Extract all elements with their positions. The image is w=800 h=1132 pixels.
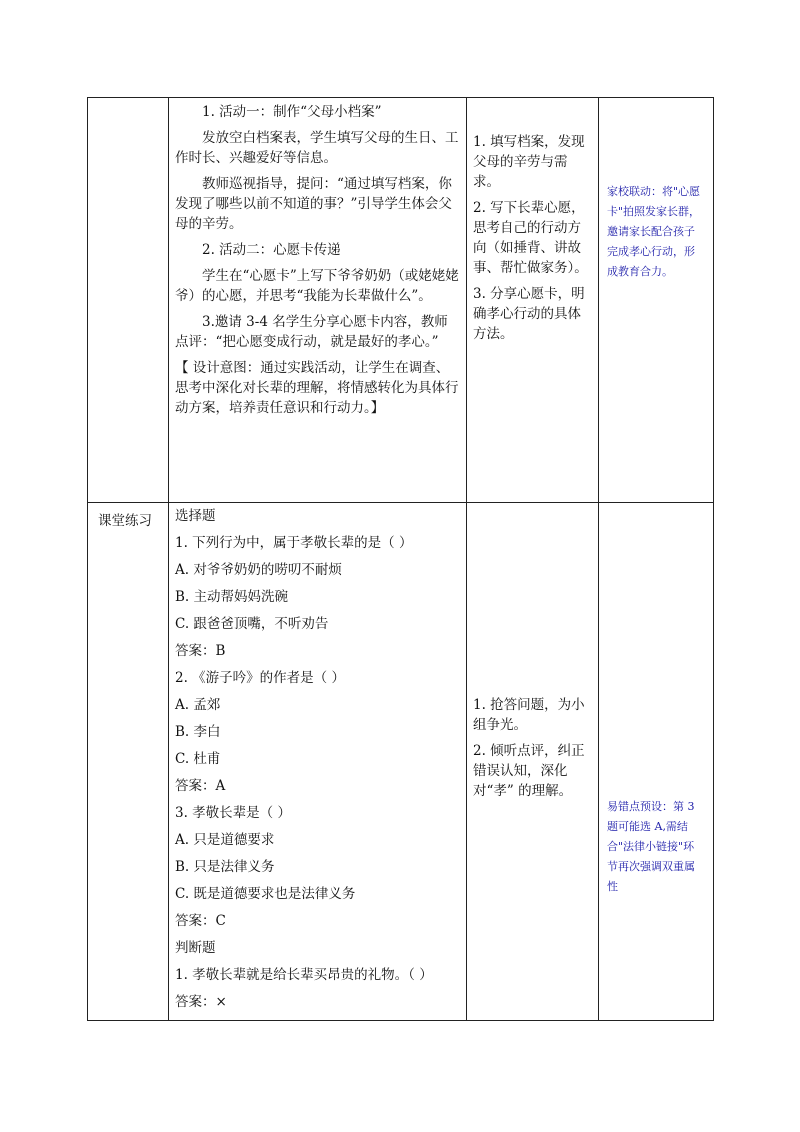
activity-text: 学生在“心愿卡”上写下爷爷奶奶（或姥姥姥爷）的心愿，并思考“我能为长辈做什么”。 — [175, 268, 459, 304]
exercise-option: C. 跟爸爸顶嘴，不听劝告 — [175, 616, 329, 632]
lesson-plan-table — [87, 97, 714, 1021]
exercise-option: A. 只是道德要求 — [175, 832, 275, 848]
activity-heading: 2. 活动二：心愿卡传递 — [202, 242, 341, 258]
exercise-answer: 答案：C — [175, 913, 226, 929]
common-error-note: 易错点预设：第 3 题可能选 A,需结合"法律小链接"环节再次强调双重属性 — [607, 800, 695, 893]
note-cell — [599, 98, 714, 503]
section-label-cell — [88, 503, 169, 1021]
activity-text: 教师巡视指导，提问：“通过填写档案，你发现了哪些以前不知道的事？”引导学生体会父母的辛劳。 — [175, 176, 452, 232]
activity-text: 3.邀请 3-4 名学生分享心愿卡内容，教师点评：“把心愿变成行动，就是最好的孝心。” — [175, 314, 448, 350]
note-cell — [599, 503, 714, 1021]
student-activity-item: 2. 倾听点评，纠正错误认知，深化对“孝” 的理解。 — [473, 743, 585, 799]
exercise-option: B. 只是法律义务 — [175, 859, 275, 875]
section-label-cell — [88, 98, 169, 503]
exercise-option: C. 既是道德要求也是法律义务 — [175, 886, 356, 902]
section-label: 课堂练习 — [98, 513, 152, 529]
exercise-option: B. 主动帮妈妈洗碗 — [175, 589, 289, 605]
table-row — [88, 503, 714, 1021]
teacher-activity-cell — [169, 98, 467, 503]
activity-text: 发放空白档案表，学生填写父母的生日、工作时长、兴趣爱好等信息。 — [175, 130, 459, 166]
exercise-option: C. 杜甫 — [175, 751, 221, 767]
student-activity-cell — [467, 503, 599, 1021]
design-intent: 【 设计意图：通过实践活动，让学生在调查、思考中深化对长辈的理解，将情感转化为具体行动方案，培养责任意识和行动力。】 — [175, 360, 459, 416]
exercise-question: 1. 孝敬长辈就是给长辈买昂贵的礼物。（ ） — [175, 967, 433, 983]
exercise-question: 3. 孝敬长辈是（ ） — [175, 805, 291, 821]
student-activity-cell — [467, 98, 599, 503]
exercise-answer: 答案：× — [175, 994, 227, 1010]
exercise-cell — [169, 503, 467, 1021]
exercise-heading: 判断题 — [175, 940, 216, 956]
exercise-question: 2. 《游子吟》的作者是（ ） — [175, 670, 345, 686]
exercise-answer: 答案：A — [175, 778, 226, 794]
exercise-option: A. 对爷爷奶奶的唠叨不耐烦 — [175, 562, 342, 578]
student-activity-item: 2. 写下长辈心愿，思考自己的行动方向（如捶背、讲故事、帮忙做家务）。 — [473, 200, 588, 276]
exercise-option: A. 孟郊 — [175, 697, 221, 713]
exercise-heading: 选择题 — [175, 508, 216, 524]
student-activity-item: 1. 抢答问题，为小组争光。 — [473, 697, 585, 733]
exercise-answer: 答案：B — [175, 643, 226, 659]
student-activity-item: 3. 分享心愿卡，明确孝心行动的具体方法。 — [473, 286, 585, 342]
activity-heading: 1. 活动一：制作“父母小档案” — [202, 104, 382, 120]
table-row — [88, 98, 714, 503]
exercise-option: B. 李白 — [175, 724, 221, 740]
home-school-note: 家校联动：将"心愿卡"拍照发家长群，邀请家长配合孩子完成孝心行动，形成教育合力。 — [607, 185, 701, 278]
exercise-question: 1. 下列行为中，属于孝敬长辈的是（ ） — [175, 535, 413, 551]
student-activity-item: 1. 填写档案，发现父母的辛劳与需求。 — [473, 134, 585, 190]
